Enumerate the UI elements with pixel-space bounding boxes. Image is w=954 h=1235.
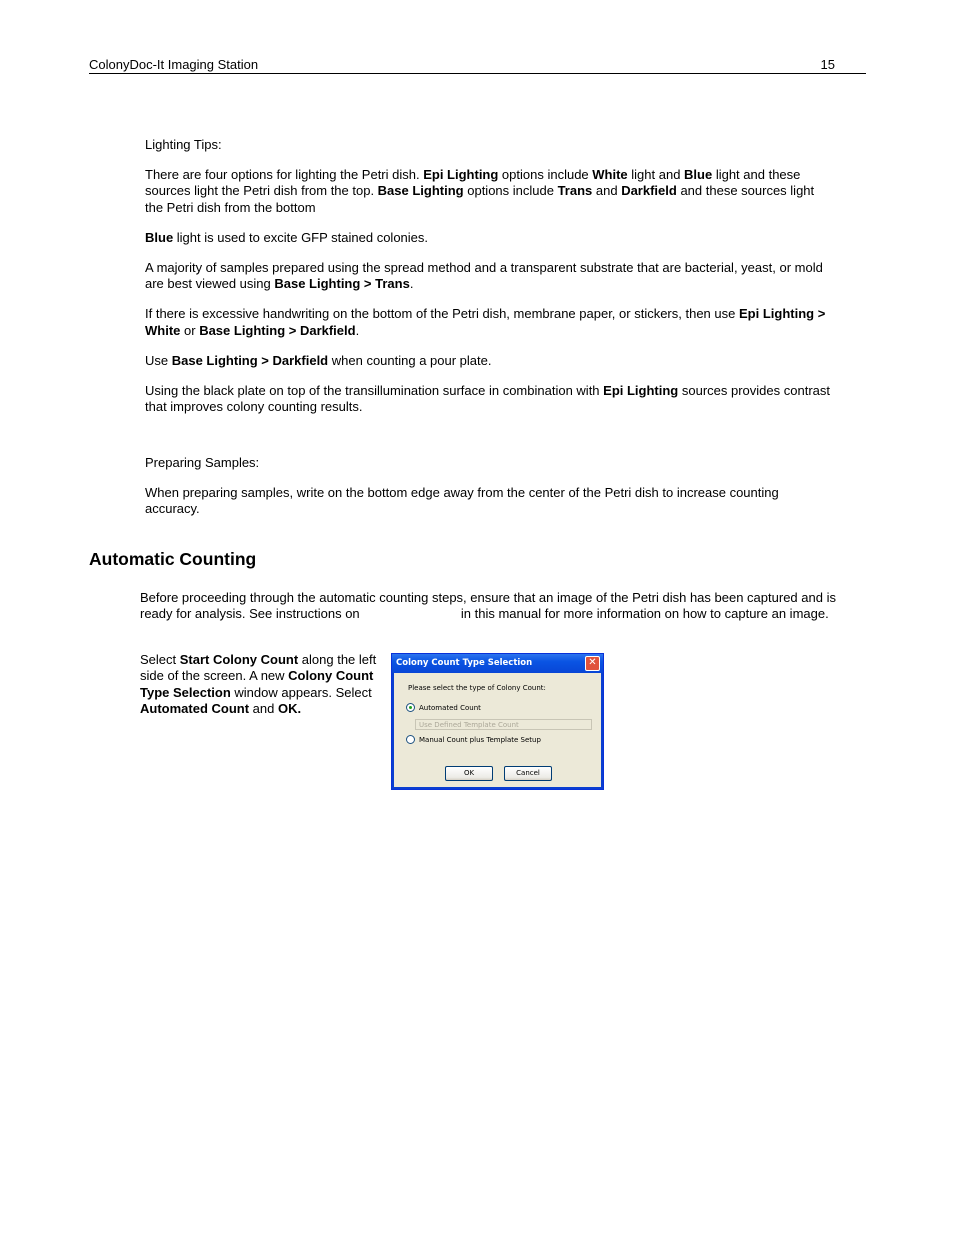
text-run: in this manual for more information on how to capture an image.: [457, 606, 829, 622]
text-run: options include: [498, 167, 593, 183]
bold-term: Base Lighting: [377, 183, 464, 199]
bold-term: Base Lighting > Trans: [274, 276, 410, 292]
page-number: 15: [820, 57, 835, 72]
step-instruction: [140, 652, 382, 717]
bold-term: Start Colony Count: [179, 652, 299, 667]
automated-count-radio[interactable]: [406, 703, 415, 712]
preparing-samples-paragraph: When preparing samples, write on the bottom edge away from the center of the Petri dish to increase counting accuracy.: [145, 485, 779, 517]
dialog-title: Colony Count Type Selection: [396, 658, 533, 668]
cancel-button[interactable]: Cancel: [504, 766, 552, 781]
text-run: Using the black plate on top of the transillumination surface in combination with: [145, 382, 604, 398]
bold-term: White: [592, 167, 628, 183]
bold-term: Trans: [557, 183, 593, 199]
lighting-tips-paragraph-6: [145, 383, 835, 416]
lighting-tips-section: [145, 137, 835, 429]
manual-count-option[interactable]: [406, 735, 541, 744]
bold-term: Epi Lighting > White: [145, 306, 826, 338]
text-run: options include: [463, 183, 558, 199]
text-run: light is used to excite GFP stained colonies.: [173, 229, 429, 245]
text-run: Select: [140, 652, 180, 667]
lighting-tips-paragraph-1: [145, 167, 835, 216]
bold-term: Epi Lighting: [423, 167, 499, 183]
text-run: There are four options for lighting the Petri dish.: [145, 167, 424, 183]
automatic-counting-heading: Automatic Counting: [89, 549, 257, 569]
dialog-body: [394, 673, 601, 787]
bold-term: Blue: [145, 229, 174, 245]
text-run: light and: [627, 167, 685, 183]
text-run: Use: [145, 352, 172, 368]
preparing-samples-section: [145, 455, 835, 531]
text-run: along the left side of the screen. A new: [140, 652, 377, 684]
text-run: or: [180, 322, 200, 338]
text-run: If there is excessive handwriting on the bottom of the Petri dish, membrane paper, or stickers, then use: [145, 306, 739, 322]
text-run: and: [592, 183, 622, 199]
text-run: Before proceeding through the automatic counting steps, ensure that an image of the Petri dish has been captured and is ready for analysis. See instructions on: [140, 590, 836, 622]
text-run: .: [355, 322, 360, 338]
automated-count-label: Automated Count: [419, 703, 481, 712]
bold-term: Automated Count: [140, 700, 250, 716]
text-run: sources provides contrast that improves colony counting results.: [145, 382, 830, 415]
dialog-prompt: Please select the type of Colony Count:: [408, 684, 546, 692]
bold-term: Blue: [684, 167, 713, 183]
template-count-field: Use Defined Template Count: [415, 719, 592, 730]
text-run: .: [409, 276, 414, 292]
manual-count-label: Manual Count plus Template Setup: [419, 735, 541, 744]
text-run: A majority of samples prepared using the spread method and a transparent substrate that are bacterial, yeast, or mold are best viewed using: [145, 259, 823, 292]
bold-term: Base Lighting > Darkfield: [171, 352, 329, 368]
bold-term: OK.: [277, 700, 302, 716]
bold-term: Darkfield: [621, 183, 677, 199]
lighting-tips-paragraph-4: [145, 306, 835, 339]
colony-count-type-dialog: [391, 653, 604, 790]
bold-term: Epi Lighting: [603, 382, 679, 398]
close-icon[interactable]: ✕: [585, 656, 600, 671]
text-run: when counting a pour plate.: [328, 352, 492, 368]
manual-count-radio[interactable]: [406, 735, 415, 744]
page-header: [89, 56, 866, 74]
automated-count-option[interactable]: [406, 703, 481, 712]
lighting-tips-heading: Lighting Tips:: [145, 137, 222, 152]
lighting-tips-paragraph-2: [145, 230, 835, 246]
text-run: and: [249, 700, 278, 716]
lighting-tips-paragraph-5: [145, 353, 835, 369]
text-run: light and these sources light the Petri dish from the top.: [145, 167, 801, 199]
document-title: ColonyDoc-It Imaging Station: [89, 57, 259, 72]
lighting-tips-paragraph-3: [145, 260, 835, 293]
ok-button[interactable]: OK: [445, 766, 493, 781]
bold-term: Base Lighting > Darkfield: [199, 322, 356, 338]
dialog-titlebar[interactable]: [392, 654, 603, 673]
text-run: and these sources light the Petri dish from the bottom: [145, 183, 815, 215]
preparing-samples-heading: Preparing Samples:: [145, 455, 260, 470]
text-run: window appears. Select: [230, 684, 372, 700]
automatic-counting-intro: [140, 590, 860, 623]
bold-term: Colony Count Type Selection: [140, 668, 374, 700]
